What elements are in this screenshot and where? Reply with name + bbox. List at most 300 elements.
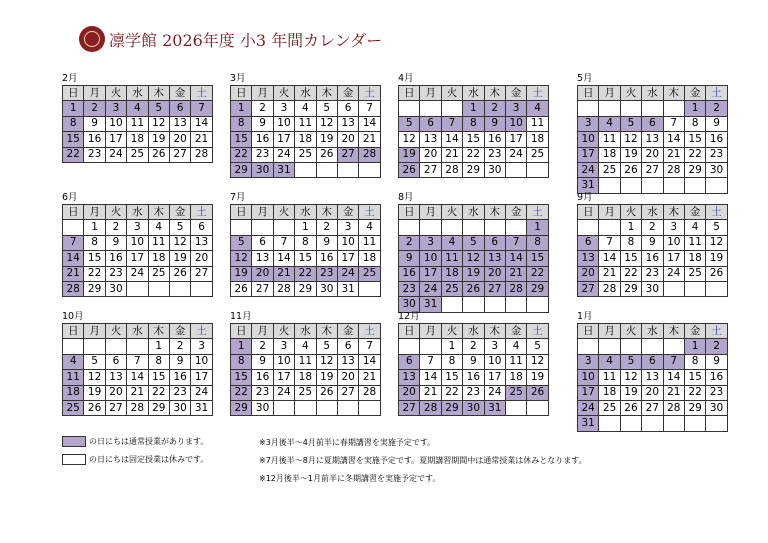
empty-cell [127, 339, 148, 354]
day-cell: 8 [441, 354, 462, 369]
day-cell: 29 [684, 400, 705, 415]
day-cell: 23 [484, 147, 505, 162]
day-cell: 19 [148, 132, 169, 147]
day-cell: 10 [273, 116, 294, 131]
school-logo-icon [79, 26, 105, 52]
weekday-header: 火 [105, 86, 126, 101]
empty-cell [105, 339, 126, 354]
weekday-header: 土 [191, 324, 212, 339]
day-cell: 25 [684, 266, 705, 281]
month-table [62, 204, 213, 297]
month-calendar [577, 73, 727, 194]
day-cell: 21 [191, 132, 212, 147]
empty-cell [599, 416, 620, 431]
day-cell: 18 [148, 251, 169, 266]
day-cell: 15 [463, 132, 484, 147]
weekday-header: 月 [599, 86, 620, 101]
month-label: 12月 [398, 311, 420, 322]
day-cell-class: 23 [399, 281, 420, 296]
day-cell-class: 7 [191, 101, 212, 116]
day-cell: 18 [599, 385, 620, 400]
weekday-header: 木 [663, 86, 684, 101]
day-cell: 22 [620, 266, 641, 281]
empty-cell [527, 162, 548, 177]
day-cell: 19 [527, 370, 548, 385]
empty-cell [706, 178, 727, 193]
day-cell: 20 [642, 385, 663, 400]
month-label: 11月 [230, 311, 252, 322]
note-3: ※12月後半～1月前半に冬期講習を実施予定です。 [259, 474, 441, 483]
day-cell: 21 [663, 147, 684, 162]
day-cell-class: 6 [484, 235, 505, 250]
empty-cell [620, 416, 641, 431]
day-cell-class: 14 [505, 251, 526, 266]
day-cell: 28 [191, 147, 212, 162]
day-cell: 23 [706, 385, 727, 400]
day-cell: 22 [463, 147, 484, 162]
day-cell-class: 24 [420, 281, 441, 296]
weekday-header: 木 [316, 86, 337, 101]
empty-cell [295, 162, 316, 177]
weekday-header: 水 [463, 324, 484, 339]
day-cell: 19 [84, 385, 105, 400]
day-cell: 12 [620, 370, 641, 385]
day-cell-class: 14 [63, 251, 84, 266]
weekday-header: 土 [706, 86, 727, 101]
day-cell-class: 1 [684, 339, 705, 354]
day-cell: 9 [642, 235, 663, 250]
day-cell-class: 8 [463, 116, 484, 131]
day-cell: 11 [295, 116, 316, 131]
weekday-header: 金 [337, 205, 358, 220]
weekday-header: 日 [231, 324, 252, 339]
day-cell: 30 [316, 281, 337, 296]
day-cell: 31 [337, 281, 358, 296]
day-cell-class: 25 [63, 400, 84, 415]
day-cell-class: 31 [273, 162, 294, 177]
month-calendar [230, 73, 380, 178]
day-cell: 19 [316, 370, 337, 385]
empty-cell [399, 101, 420, 116]
day-cell-class: 1 [463, 101, 484, 116]
weekday-header: 火 [273, 205, 294, 220]
day-cell: 21 [420, 385, 441, 400]
day-cell-class: 5 [620, 354, 641, 369]
day-cell: 6 [105, 354, 126, 369]
day-cell-class: 13 [484, 251, 505, 266]
month-table [62, 85, 213, 163]
weekday-header: 木 [148, 324, 169, 339]
day-cell: 13 [337, 116, 358, 131]
weekday-header: 月 [252, 86, 273, 101]
month-table [230, 204, 381, 297]
day-cell-class: 23 [316, 266, 337, 281]
day-cell: 14 [441, 132, 462, 147]
day-cell-class: 1 [231, 101, 252, 116]
empty-cell [441, 101, 462, 116]
day-cell-class: 11 [63, 370, 84, 385]
day-cell: 22 [684, 147, 705, 162]
day-cell: 26 [84, 400, 105, 415]
day-cell: 14 [663, 132, 684, 147]
month-label: 8月 [398, 192, 414, 203]
empty-cell [663, 281, 684, 296]
legend-purple-text: の日にちは通常授業があります。 [89, 437, 209, 446]
empty-cell [63, 220, 84, 235]
empty-cell [599, 101, 620, 116]
weekday-header: 日 [578, 324, 599, 339]
day-cell: 8 [620, 235, 641, 250]
day-cell: 24 [273, 147, 294, 162]
day-cell: 20 [337, 132, 358, 147]
weekday-header: 月 [252, 324, 273, 339]
day-cell-class: 8 [527, 235, 548, 250]
day-cell: 22 [441, 385, 462, 400]
month-table [230, 323, 381, 416]
weekday-header: 月 [420, 205, 441, 220]
day-cell-class: 6 [399, 354, 420, 369]
day-cell-class: 10 [578, 370, 599, 385]
day-cell: 27 [337, 385, 358, 400]
empty-cell [599, 178, 620, 193]
day-cell: 14 [599, 251, 620, 266]
day-cell-class: 7 [63, 235, 84, 250]
empty-cell [231, 220, 252, 235]
weekday-header: 水 [127, 205, 148, 220]
day-cell: 10 [337, 235, 358, 250]
empty-cell [642, 101, 663, 116]
day-cell: 8 [148, 354, 169, 369]
weekday-header: 土 [191, 86, 212, 101]
day-cell: 13 [642, 370, 663, 385]
day-cell: 13 [420, 132, 441, 147]
weekday-header: 月 [420, 324, 441, 339]
day-cell: 18 [505, 370, 526, 385]
empty-cell [505, 162, 526, 177]
day-cell: 5 [527, 339, 548, 354]
weekday-header: 金 [684, 324, 705, 339]
empty-cell [484, 297, 505, 312]
empty-cell [642, 416, 663, 431]
day-cell: 9 [252, 116, 273, 131]
day-cell: 29 [684, 162, 705, 177]
day-cell: 17 [337, 251, 358, 266]
day-cell-class: 16 [399, 266, 420, 281]
month-table [398, 323, 549, 416]
day-cell-class: 31 [420, 297, 441, 312]
day-cell: 18 [127, 132, 148, 147]
day-cell-class: 5 [148, 101, 169, 116]
day-cell: 10 [191, 354, 212, 369]
day-cell: 1 [84, 220, 105, 235]
day-cell: 5 [316, 339, 337, 354]
day-cell: 18 [527, 132, 548, 147]
empty-cell [706, 416, 727, 431]
empty-cell [505, 220, 526, 235]
day-cell: 18 [684, 251, 705, 266]
day-cell-class: 20 [252, 266, 273, 281]
weekday-header: 金 [684, 205, 705, 220]
empty-cell [63, 339, 84, 354]
empty-cell [527, 297, 548, 312]
month-table [398, 204, 549, 313]
month-label: 1月 [577, 311, 593, 322]
weekday-header: 月 [84, 324, 105, 339]
day-cell: 30 [252, 400, 273, 415]
empty-cell [316, 400, 337, 415]
day-cell: 28 [663, 400, 684, 415]
day-cell: 14 [127, 370, 148, 385]
day-cell: 28 [441, 162, 462, 177]
day-cell-class: 5 [231, 235, 252, 250]
day-cell: 27 [105, 400, 126, 415]
day-cell-class: 3 [578, 116, 599, 131]
day-cell: 17 [484, 370, 505, 385]
day-cell-class: 13 [399, 370, 420, 385]
day-cell-class: 25 [441, 281, 462, 296]
day-cell: 8 [684, 354, 705, 369]
day-cell: 21 [359, 132, 380, 147]
empty-cell [359, 400, 380, 415]
day-cell-class: 28 [359, 147, 380, 162]
legend-white-text: の日にちは固定授業は休みです。 [89, 455, 209, 464]
day-cell: 27 [191, 266, 212, 281]
day-cell: 23 [252, 385, 273, 400]
day-cell: 23 [463, 385, 484, 400]
day-cell: 16 [316, 251, 337, 266]
empty-cell [599, 220, 620, 235]
day-cell-class: 17 [578, 147, 599, 162]
weekday-header: 日 [63, 324, 84, 339]
day-cell: 27 [252, 281, 273, 296]
weekday-header: 月 [599, 205, 620, 220]
day-cell: 22 [148, 385, 169, 400]
month-label: 3月 [230, 73, 246, 84]
legend-white [62, 454, 208, 465]
weekday-header: 木 [484, 324, 505, 339]
weekday-header: 日 [399, 324, 420, 339]
empty-cell [441, 220, 462, 235]
day-cell-class: 2 [399, 235, 420, 250]
day-cell: 12 [527, 354, 548, 369]
day-cell-class: 18 [441, 266, 462, 281]
empty-cell [505, 297, 526, 312]
month-calendar [398, 311, 548, 416]
weekday-header: 月 [252, 205, 273, 220]
day-cell: 4 [295, 339, 316, 354]
day-cell: 20 [337, 370, 358, 385]
day-cell: 28 [599, 281, 620, 296]
day-cell: 28 [663, 162, 684, 177]
day-cell: 28 [359, 385, 380, 400]
day-cell: 16 [642, 251, 663, 266]
day-cell-class: 24 [337, 266, 358, 281]
day-cell: 4 [684, 220, 705, 235]
day-cell: 29 [620, 281, 641, 296]
day-cell-class: 29 [231, 162, 252, 177]
day-cell-class: 4 [441, 235, 462, 250]
day-cell: 12 [148, 116, 169, 131]
day-cell: 17 [505, 132, 526, 147]
month-label: 5月 [577, 73, 593, 84]
day-cell: 2 [463, 339, 484, 354]
month-calendar [62, 73, 212, 163]
day-cell: 21 [599, 266, 620, 281]
day-cell-class: 29 [527, 281, 548, 296]
day-cell: 26 [148, 147, 169, 162]
day-cell-class: 1 [527, 220, 548, 235]
weekday-header: 日 [399, 205, 420, 220]
day-cell: 10 [484, 354, 505, 369]
day-cell: 12 [169, 235, 190, 250]
month-table [62, 323, 213, 416]
day-cell: 9 [706, 116, 727, 131]
day-cell: 5 [84, 354, 105, 369]
empty-cell [420, 220, 441, 235]
day-cell: 19 [706, 251, 727, 266]
day-cell-class: 10 [578, 132, 599, 147]
day-cell: 1 [441, 339, 462, 354]
day-cell: 3 [273, 101, 294, 116]
weekday-header: 火 [105, 205, 126, 220]
weekday-header: 火 [441, 86, 462, 101]
month-label: 10月 [62, 311, 84, 322]
weekday-header: 木 [484, 205, 505, 220]
month-calendar [577, 192, 727, 297]
day-cell: 20 [642, 147, 663, 162]
empty-cell [273, 400, 294, 415]
weekday-header: 金 [337, 324, 358, 339]
weekday-header: 土 [191, 205, 212, 220]
day-cell: 12 [620, 132, 641, 147]
day-cell: 7 [273, 235, 294, 250]
day-cell-class: 10 [420, 251, 441, 266]
empty-cell [420, 101, 441, 116]
day-cell: 24 [663, 266, 684, 281]
day-cell-class: 2 [706, 101, 727, 116]
day-cell: 3 [127, 220, 148, 235]
day-cell: 14 [663, 370, 684, 385]
weekday-header: 水 [295, 86, 316, 101]
empty-cell [663, 339, 684, 354]
empty-cell [599, 339, 620, 354]
weekday-header: 水 [127, 86, 148, 101]
day-cell: 25 [295, 385, 316, 400]
day-cell-class: 6 [642, 354, 663, 369]
day-cell-class: 4 [599, 354, 620, 369]
day-cell: 24 [105, 147, 126, 162]
day-cell: 7 [599, 235, 620, 250]
empty-cell [359, 281, 380, 296]
weekday-header: 木 [316, 324, 337, 339]
day-cell: 9 [84, 116, 105, 131]
day-cell: 23 [84, 147, 105, 162]
day-cell-class: 8 [63, 116, 84, 131]
day-cell-class: 30 [399, 297, 420, 312]
day-cell: 12 [706, 235, 727, 250]
weekday-header: 金 [337, 86, 358, 101]
day-cell: 30 [105, 281, 126, 296]
day-cell-class: 3 [578, 354, 599, 369]
weekday-header: 金 [505, 86, 526, 101]
weekday-header: 水 [463, 86, 484, 101]
day-cell: 11 [505, 354, 526, 369]
empty-cell [578, 339, 599, 354]
day-cell: 17 [273, 370, 294, 385]
day-cell: 6 [337, 339, 358, 354]
empty-cell [663, 101, 684, 116]
day-cell: 30 [169, 400, 190, 415]
day-cell-class: 15 [527, 251, 548, 266]
day-cell: 10 [105, 116, 126, 131]
day-cell-class: 20 [484, 266, 505, 281]
empty-cell [684, 178, 705, 193]
weekday-header: 火 [620, 86, 641, 101]
day-cell-class: 27 [337, 147, 358, 162]
month-label: 2月 [62, 73, 78, 84]
day-cell: 11 [295, 354, 316, 369]
empty-cell [642, 178, 663, 193]
day-cell: 15 [620, 251, 641, 266]
day-cell: 2 [169, 339, 190, 354]
day-cell: 13 [252, 251, 273, 266]
day-cell: 16 [706, 132, 727, 147]
day-cell: 3 [663, 220, 684, 235]
day-cell: 7 [663, 116, 684, 131]
empty-cell [684, 416, 705, 431]
day-cell-class: 25 [505, 385, 526, 400]
day-cell: 24 [127, 266, 148, 281]
day-cell-class: 4 [127, 101, 148, 116]
day-cell: 2 [642, 220, 663, 235]
weekday-header: 火 [273, 324, 294, 339]
day-cell: 14 [359, 116, 380, 131]
month-table [577, 204, 728, 297]
day-cell-class: 9 [484, 116, 505, 131]
day-cell: 21 [359, 370, 380, 385]
day-cell: 7 [359, 101, 380, 116]
empty-cell [578, 101, 599, 116]
day-cell-class: 2 [706, 339, 727, 354]
day-cell: 17 [663, 251, 684, 266]
day-cell: 12 [399, 132, 420, 147]
day-cell-class: 21 [63, 266, 84, 281]
day-cell: 23 [105, 266, 126, 281]
weekday-header: 土 [359, 86, 380, 101]
empty-cell [663, 178, 684, 193]
day-cell: 23 [642, 266, 663, 281]
day-cell: 10 [663, 235, 684, 250]
weekday-header: 土 [359, 205, 380, 220]
empty-cell [463, 297, 484, 312]
day-cell: 27 [642, 400, 663, 415]
day-cell: 11 [127, 116, 148, 131]
day-cell: 2 [316, 220, 337, 235]
weekday-header: 金 [505, 205, 526, 220]
day-cell: 11 [148, 235, 169, 250]
weekday-header: 火 [441, 324, 462, 339]
legend-swatch-white [62, 454, 86, 465]
empty-cell [620, 101, 641, 116]
day-cell: 15 [684, 132, 705, 147]
weekday-header: 木 [316, 205, 337, 220]
day-cell: 11 [527, 116, 548, 131]
weekday-header: 木 [663, 205, 684, 220]
day-cell: 26 [620, 162, 641, 177]
weekday-header: 金 [169, 86, 190, 101]
day-cell-class: 6 [169, 101, 190, 116]
day-cell-class: 22 [231, 385, 252, 400]
